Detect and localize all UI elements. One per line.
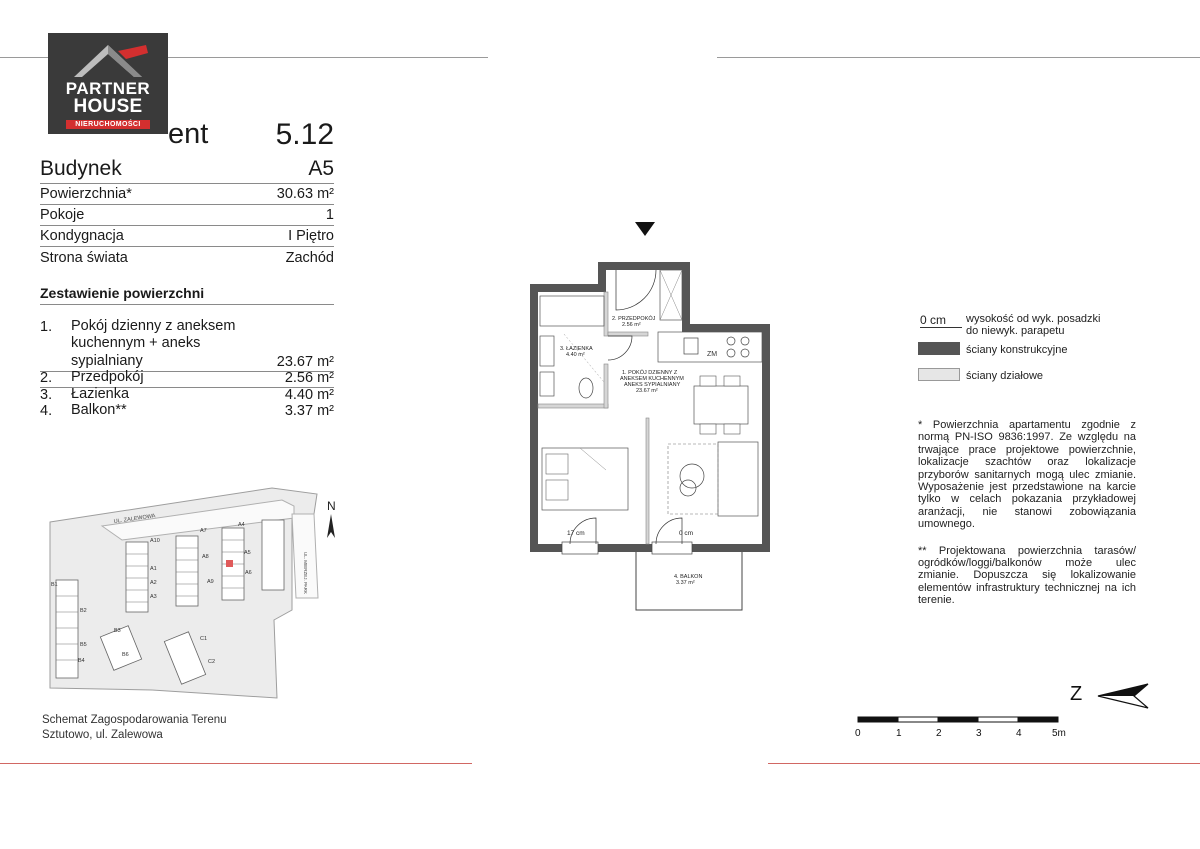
- site-label: A4: [238, 522, 245, 528]
- logo-tagline: NIERUCHOMOŚCI: [66, 120, 150, 129]
- scale-tick: 4: [1016, 728, 1022, 739]
- footnote-area: * Powierzchnia apartamentu zgodnie z normą PN-ISO 9836:1997. Ze względu na trwające prace projektowe powierzchnie, lokalizacje szachtów oraz lokalizacje przyborów sanitarnych mogą ulec zmianie. Wyposażenie jest przedstawione na karcie tylko w celach pokazania przykładowej aranżacji, nie stanowi zobowiązania umownego.: [918, 419, 1136, 531]
- area-summary-title: Zestawienie powierzchni: [40, 284, 334, 305]
- spec-value: Zachód: [285, 250, 334, 266]
- building-label: Budynek: [40, 157, 122, 180]
- room-name: Łazienka: [71, 385, 130, 402]
- building-row: [40, 154, 334, 184]
- room-label: ANEKS SYPIALNIANY: [624, 382, 681, 388]
- spec-label: Kondygnacja: [40, 228, 124, 244]
- room-label: 1. POKÓJ DZIENNY Z: [622, 370, 678, 376]
- room-number: 4.: [40, 403, 53, 419]
- north-arrow-icon: [327, 499, 336, 538]
- room-area: 3.37 m²: [284, 403, 334, 419]
- legend-structural-label: ściany konstrukcyjne: [966, 344, 1068, 356]
- room-row: [40, 318, 334, 372]
- site-label: B3: [114, 628, 121, 634]
- sill-height-label: 0 cm: [679, 530, 694, 537]
- spec-row-floor: [40, 226, 334, 247]
- sofa: [718, 442, 758, 516]
- room-area: 23.67 m²: [276, 354, 334, 370]
- site-label: A9: [207, 579, 214, 585]
- site-plan: [42, 480, 352, 705]
- svg-text:Z: Z: [1070, 683, 1083, 705]
- room-row: [40, 401, 334, 420]
- legend-sill-text: wysokość od wyk. posadzki do niewyk. parapetu: [966, 313, 1101, 337]
- logo-text-house: HOUSE: [73, 96, 143, 117]
- compass-icon: [1066, 680, 1156, 710]
- scale-tick: 3: [976, 728, 982, 739]
- site-label: A2: [150, 580, 157, 586]
- spec-value: I Piętro: [288, 228, 334, 244]
- room-label: 4. BALKON: [674, 574, 703, 580]
- sill-sample: 0 cm: [920, 313, 962, 328]
- spec-row-area: [40, 184, 334, 205]
- company-logo: [48, 33, 168, 134]
- roof-icon: [48, 33, 168, 83]
- site-street-label: UL. ZALEWOWA: [113, 513, 156, 525]
- site-label: A8: [202, 554, 209, 560]
- room-area-label: 2.56 m²: [622, 322, 641, 328]
- room-name: Balkon**: [71, 401, 127, 418]
- scale-tick: 5m: [1052, 728, 1066, 739]
- site-label: A3: [150, 594, 157, 600]
- floor-plan: [520, 222, 780, 617]
- site-street2-label: UL. MIERZEJ. PARK: [303, 552, 308, 594]
- spec-label: Powierzchnia*: [40, 186, 132, 202]
- scale-tick: 0: [855, 728, 861, 739]
- room-label: 2. PRZEDPOKÓJ: [612, 316, 656, 322]
- appliance-label: ZM: [707, 351, 718, 358]
- bed: [542, 448, 628, 510]
- selected-unit-marker: [226, 560, 233, 567]
- room-name: Przedpokój: [71, 368, 144, 385]
- apartment-title: ent: [168, 118, 209, 150]
- legend-partition-swatch: [918, 368, 960, 381]
- svg-text:N: N: [327, 499, 336, 513]
- site-label: A7: [200, 528, 207, 534]
- site-label: A6: [245, 570, 252, 576]
- scale-tick: 1: [896, 728, 902, 739]
- building-a7-a9: [176, 536, 198, 606]
- room-number: 1.: [40, 319, 53, 335]
- room-area: 4.40 m²: [284, 387, 334, 403]
- footnote-balcony: ** Projektowana powierzchnia tarasów/ ogródków/loggi/balkonów może ulec zmianie. Dopuszcza się lokalizowanie elementów infrastruktury technicznej na ich terenie.: [918, 544, 1136, 607]
- legend-structural-swatch: [918, 342, 960, 355]
- site-label: B5: [80, 642, 87, 648]
- building-b1-b4: [56, 580, 78, 678]
- site-label: B1: [51, 582, 58, 588]
- room-area-label: 3.37 m²: [676, 580, 695, 586]
- site-label: A5: [244, 550, 251, 556]
- room-area-label: 4.40 m²: [566, 352, 585, 358]
- site-label: B4: [78, 658, 85, 664]
- building-a1-a3: [126, 542, 148, 612]
- spec-label: Strona świata: [40, 250, 128, 266]
- site-label: B6: [122, 652, 129, 658]
- spec-label: Pokoje: [40, 207, 85, 223]
- building-value: A5: [308, 157, 334, 180]
- room-name: Pokój dzienny z aneksem kuchennym + aneks sypialniany: [71, 317, 236, 369]
- sill-height-label: 17 cm: [567, 530, 585, 537]
- logo-text-partner: PARTNER: [65, 79, 151, 98]
- spec-value: 30.63 m²: [276, 186, 334, 202]
- room-label: 3. ŁAZIENKA: [560, 346, 593, 352]
- spec-row-orientation: [40, 247, 334, 268]
- top-rule-right: [717, 57, 1200, 58]
- site-label: B2: [80, 608, 87, 614]
- room-area-label: 23.67 m²: [636, 388, 658, 394]
- shower-outline: [540, 296, 604, 326]
- room-area: 2.56 m²: [284, 370, 334, 386]
- legend-partition-label: ściany działowe: [966, 370, 1044, 382]
- footnotes: [918, 419, 1136, 621]
- room-label: ANEKSEM KUCHENNYM: [620, 376, 684, 382]
- dining-table: [694, 386, 748, 424]
- site-label: C2: [208, 659, 216, 665]
- spec-value: 1: [325, 207, 334, 223]
- site-plan-caption: Schemat Zagospodarowania Terenu Sztutowo, ul. Zalewowa: [42, 714, 227, 741]
- apartment-number: 5.12: [275, 118, 334, 151]
- site-label: A10: [150, 538, 160, 544]
- building-c-east: [262, 520, 284, 590]
- bottom-rule-left: [0, 763, 472, 764]
- entrance-marker-icon: [635, 222, 655, 236]
- scale-bar: [855, 716, 1075, 742]
- scale-tick: 2: [936, 728, 942, 739]
- room-number: 3.: [40, 387, 53, 403]
- spec-row-rooms: [40, 205, 334, 226]
- site-label: A1: [150, 566, 157, 572]
- site-label: C1: [200, 636, 208, 642]
- room-number: 2.: [40, 370, 53, 386]
- bottom-rule-right: [768, 763, 1200, 764]
